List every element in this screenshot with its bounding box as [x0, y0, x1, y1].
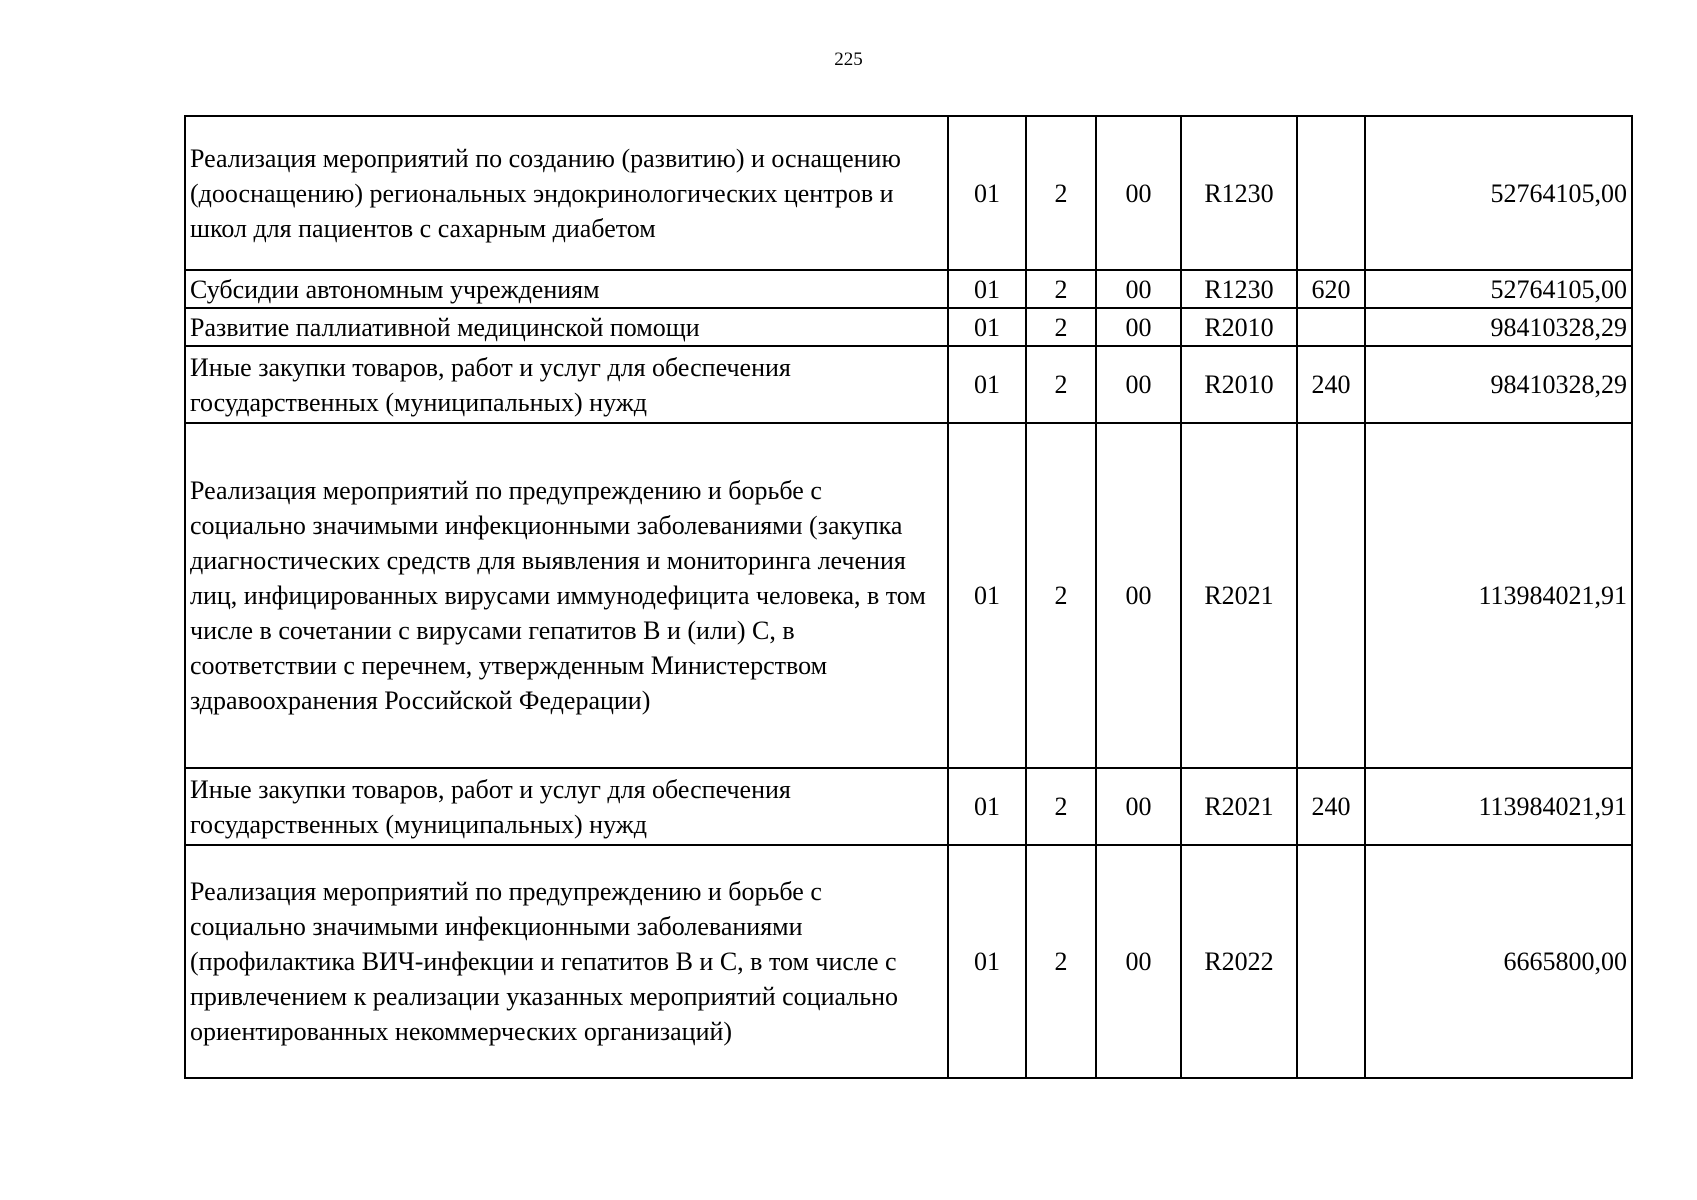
table-row — [185, 116, 1632, 270]
target-article-cell: R2021 — [1181, 423, 1297, 768]
group-code-cell: 00 — [1096, 423, 1181, 768]
row-name-cell: Иные закупки товаров, работ и услуг для обеспечения государственных (муниципальных) нужд — [185, 346, 948, 423]
expense-type-cell — [1297, 845, 1365, 1078]
section-code-cell: 01 — [948, 346, 1026, 423]
expense-type-cell: 240 — [1297, 768, 1365, 845]
row-name-cell: Иные закупки товаров, работ и услуг для обеспечения государственных (муниципальных) нужд — [185, 768, 948, 845]
target-article-cell: R1230 — [1181, 270, 1297, 308]
group-code-cell: 00 — [1096, 308, 1181, 346]
row-name-cell: Реализация мероприятий по предупреждению и борьбе с социально значимыми инфекционными заболеваниями (профилактика ВИЧ-инфекции и гепатитов B и C, в том числе с привлечением к реализации указанных мероприятий социально ориентированных некоммерческих организаций) — [185, 845, 948, 1078]
subprogram-code-cell: 2 — [1026, 308, 1096, 346]
section-code-cell: 01 — [948, 308, 1026, 346]
section-code-cell: 01 — [948, 423, 1026, 768]
target-article-cell: R2022 — [1181, 845, 1297, 1078]
subprogram-code-cell: 2 — [1026, 423, 1096, 768]
target-article-cell: R1230 — [1181, 116, 1297, 270]
section-code-cell: 01 — [948, 270, 1026, 308]
amount-cell: 98410328,29 — [1365, 308, 1632, 346]
row-name-cell: Развитие паллиативной медицинской помощи — [185, 308, 948, 346]
table-row — [185, 308, 1632, 346]
amount-cell: 113984021,91 — [1365, 423, 1632, 768]
group-code-cell: 00 — [1096, 845, 1181, 1078]
expense-type-cell: 240 — [1297, 346, 1365, 423]
amount-cell: 52764105,00 — [1365, 270, 1632, 308]
expense-type-cell — [1297, 308, 1365, 346]
table-row — [185, 346, 1632, 423]
row-name-cell: Реализация мероприятий по созданию (развитию) и оснащению (дооснащению) региональных эндокринологических центров и школ для пациентов с сахарным диабетом — [185, 116, 948, 270]
section-code-cell: 01 — [948, 768, 1026, 845]
section-code-cell: 01 — [948, 116, 1026, 270]
subprogram-code-cell: 2 — [1026, 346, 1096, 423]
target-article-cell: R2010 — [1181, 308, 1297, 346]
expense-type-cell — [1297, 423, 1365, 768]
subprogram-code-cell: 2 — [1026, 116, 1096, 270]
expense-type-cell — [1297, 116, 1365, 270]
group-code-cell: 00 — [1096, 768, 1181, 845]
amount-cell: 98410328,29 — [1365, 346, 1632, 423]
table-row — [185, 270, 1632, 308]
table-row — [185, 768, 1632, 845]
subprogram-code-cell: 2 — [1026, 270, 1096, 308]
subprogram-code-cell: 2 — [1026, 845, 1096, 1078]
budget-table — [184, 115, 1633, 1079]
target-article-cell: R2021 — [1181, 768, 1297, 845]
row-name-cell: Субсидии автономным учреждениям — [185, 270, 948, 308]
target-article-cell: R2010 — [1181, 346, 1297, 423]
table-row — [185, 423, 1632, 768]
section-code-cell: 01 — [948, 845, 1026, 1078]
page-number: 225 — [834, 49, 863, 70]
amount-cell: 6665800,00 — [1365, 845, 1632, 1078]
group-code-cell: 00 — [1096, 270, 1181, 308]
row-name-cell: Реализация мероприятий по предупреждению и борьбе с социально значимыми инфекционными заболеваниями (закупка диагностических средств для выявления и мониторинга лечения лиц, инфицированных вирусами иммунодефицита человека, в том числе в сочетании с вирусами гепатитов B и (или) C, в соответствии с перечнем, утвержденным Министерством здравоохранения Российской Федерации) — [185, 423, 948, 768]
amount-cell: 113984021,91 — [1365, 768, 1632, 845]
group-code-cell: 00 — [1096, 116, 1181, 270]
table-row — [185, 845, 1632, 1078]
subprogram-code-cell: 2 — [1026, 768, 1096, 845]
expense-type-cell: 620 — [1297, 270, 1365, 308]
group-code-cell: 00 — [1096, 346, 1181, 423]
amount-cell: 52764105,00 — [1365, 116, 1632, 270]
